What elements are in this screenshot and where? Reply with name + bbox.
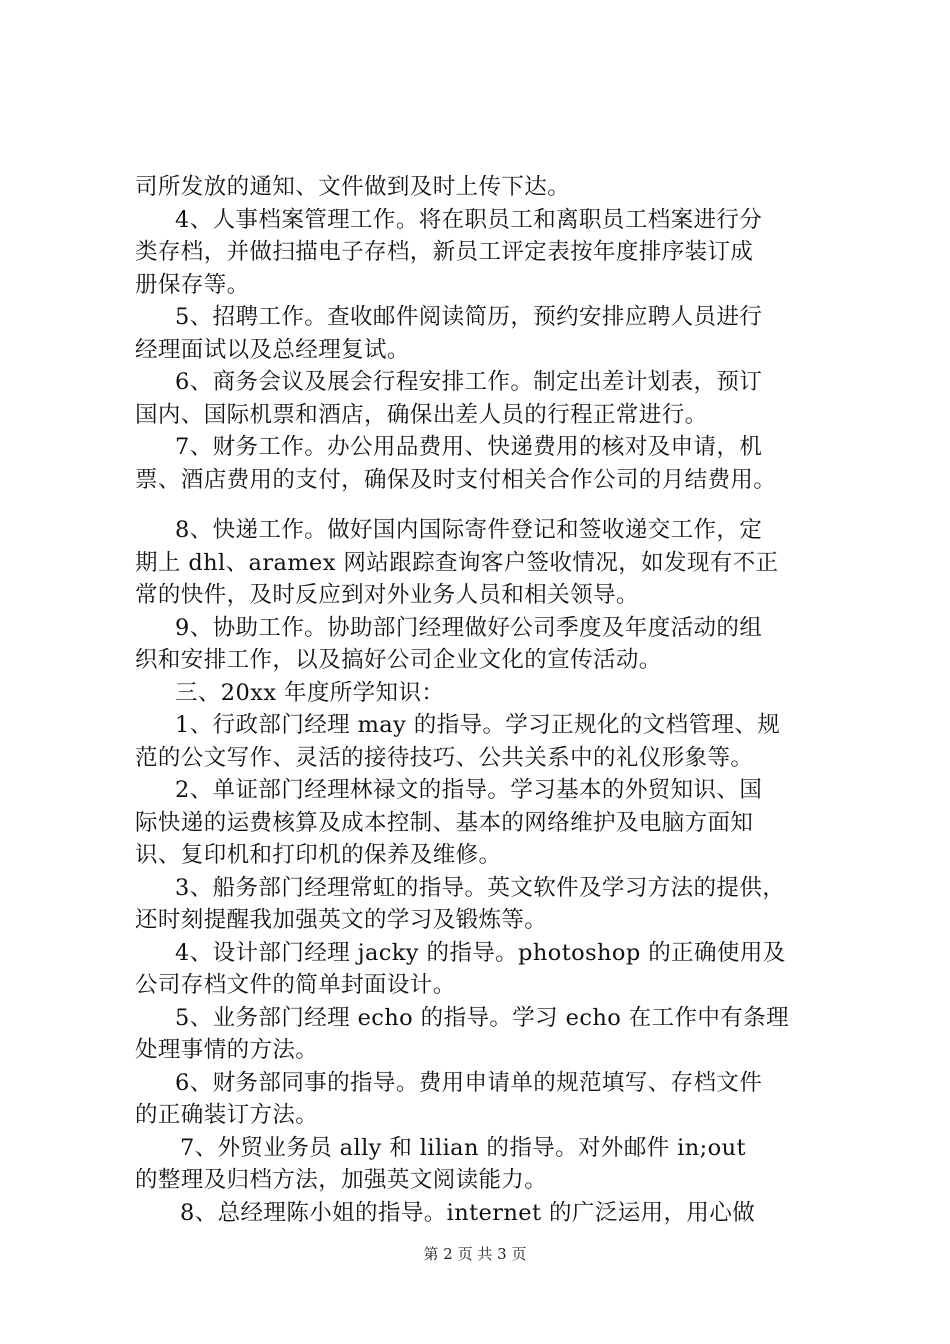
text-line: 常的快件，及时反应到对外业务人员和相关领导。	[135, 582, 639, 608]
paragraph-documents-manager	[135, 774, 855, 872]
section-title: 三、20xx 年度所学知识：	[175, 679, 445, 706]
text-line: 期上 dhl、aramex 网站跟踪查询客户签收情况，如发现有不正	[135, 549, 779, 576]
text-line: 3、船务部门经理常虹的指导。英文软件及学习方法的提供，	[175, 874, 786, 901]
text-line: 的整理及归档方法，加强英文阅读能力。	[135, 1167, 548, 1193]
paragraph-shipping-manager	[135, 872, 855, 937]
paragraph-express	[135, 514, 855, 612]
text-line: 7、财务工作。办公用品费用、快递费用的核对及申请，机	[175, 434, 763, 460]
text-line: 织和安排工作，以及搞好公司企业文化的宣传活动。	[135, 647, 662, 673]
text-line: 5、业务部门经理 echo 的指导。学习 echo 在工作中有条理	[175, 1004, 790, 1031]
text-line: 9、协助工作。协助部门经理做好公司季度及年度活动的组	[175, 614, 763, 641]
page-footer	[0, 1244, 950, 1264]
paragraph-hr-archives	[135, 204, 855, 302]
text-line: 6、商务会议及展会行程安排工作。制定出差计划表，预订	[175, 369, 763, 395]
paragraph-admin-manager	[135, 709, 855, 774]
text-line: 8、总经理陈小姐的指导。internet 的广泛运用，用心做	[180, 1199, 756, 1226]
text-line: 6、财务部同事的指导。费用申请单的规范填写、存档文件	[175, 1069, 763, 1096]
text-line: 票、酒店费用的支付，确保及时支付相关合作公司的月结费用。	[135, 466, 777, 493]
text-line: 4、人事档案管理工作。将在职员工和离职员工档案进行分	[175, 206, 763, 233]
text-line: 还时刻提醒我加强英文的学习及锻炼等。	[135, 907, 548, 933]
text-line: 8、快递工作。做好国内国际寄件登记和签收递交工作，定	[175, 517, 763, 543]
text-line: 经理面试以及总经理复试。	[135, 336, 410, 363]
paragraph-sales-manager	[135, 1002, 855, 1067]
text-line: 的正确装订方法。	[135, 1102, 319, 1128]
text-line: 际快递的运费核算及成本控制、基本的网络维护及电脑方面知	[135, 809, 754, 836]
text-line: 公司存档文件的简单封面设计。	[135, 972, 456, 998]
text-line: 范的公文写作、灵活的接待技巧、公共关系中的礼仪形象等。	[135, 744, 754, 771]
text-line: 2、单证部门经理林禄文的指导。学习基本的外贸知识、国	[175, 777, 763, 803]
paragraph-assist	[135, 612, 855, 677]
paragraph-finance-colleague	[135, 1067, 855, 1132]
text-line: 司所发放的通知、文件做到及时上传下达。	[135, 174, 571, 200]
paragraph-finance	[135, 431, 855, 496]
text-line: 类存档，并做扫描电子存档，新员工评定表按年度排序装订成	[135, 239, 754, 265]
text-line: 4、设计部门经理 jacky 的指导。photoshop 的正确使用及	[175, 939, 786, 966]
paragraph-business-travel	[135, 366, 855, 431]
paragraph-design-manager	[135, 937, 855, 1002]
section-heading	[135, 677, 855, 710]
paragraph-trade-staff	[135, 1132, 855, 1197]
paragraph-general-manager	[135, 1197, 855, 1230]
text-line: 识、复印机和打印机的保养及维修。	[135, 842, 502, 868]
text-line: 7、外贸业务员 ally 和 lilian 的指导。对外邮件 in;out	[180, 1134, 746, 1161]
text-line: 国内、国际机票和酒店，确保出差人员的行程正常进行。	[135, 401, 708, 428]
text-line: 5、招聘工作。查收邮件阅读简历，预约安排应聘人员进行	[175, 304, 763, 330]
paragraph-recruiting	[135, 301, 855, 366]
text-line: 1、行政部门经理 may 的指导。学习正规化的文档管理、规	[175, 712, 781, 738]
document-body	[135, 171, 855, 1229]
paragraph-gap	[135, 496, 855, 514]
text-line: 册保存等。	[135, 271, 250, 298]
text-line: 处理事情的方法。	[135, 1037, 319, 1063]
page-number: 第 2 页 共 3 页	[423, 1245, 527, 1263]
paragraph-continuation	[135, 171, 855, 204]
